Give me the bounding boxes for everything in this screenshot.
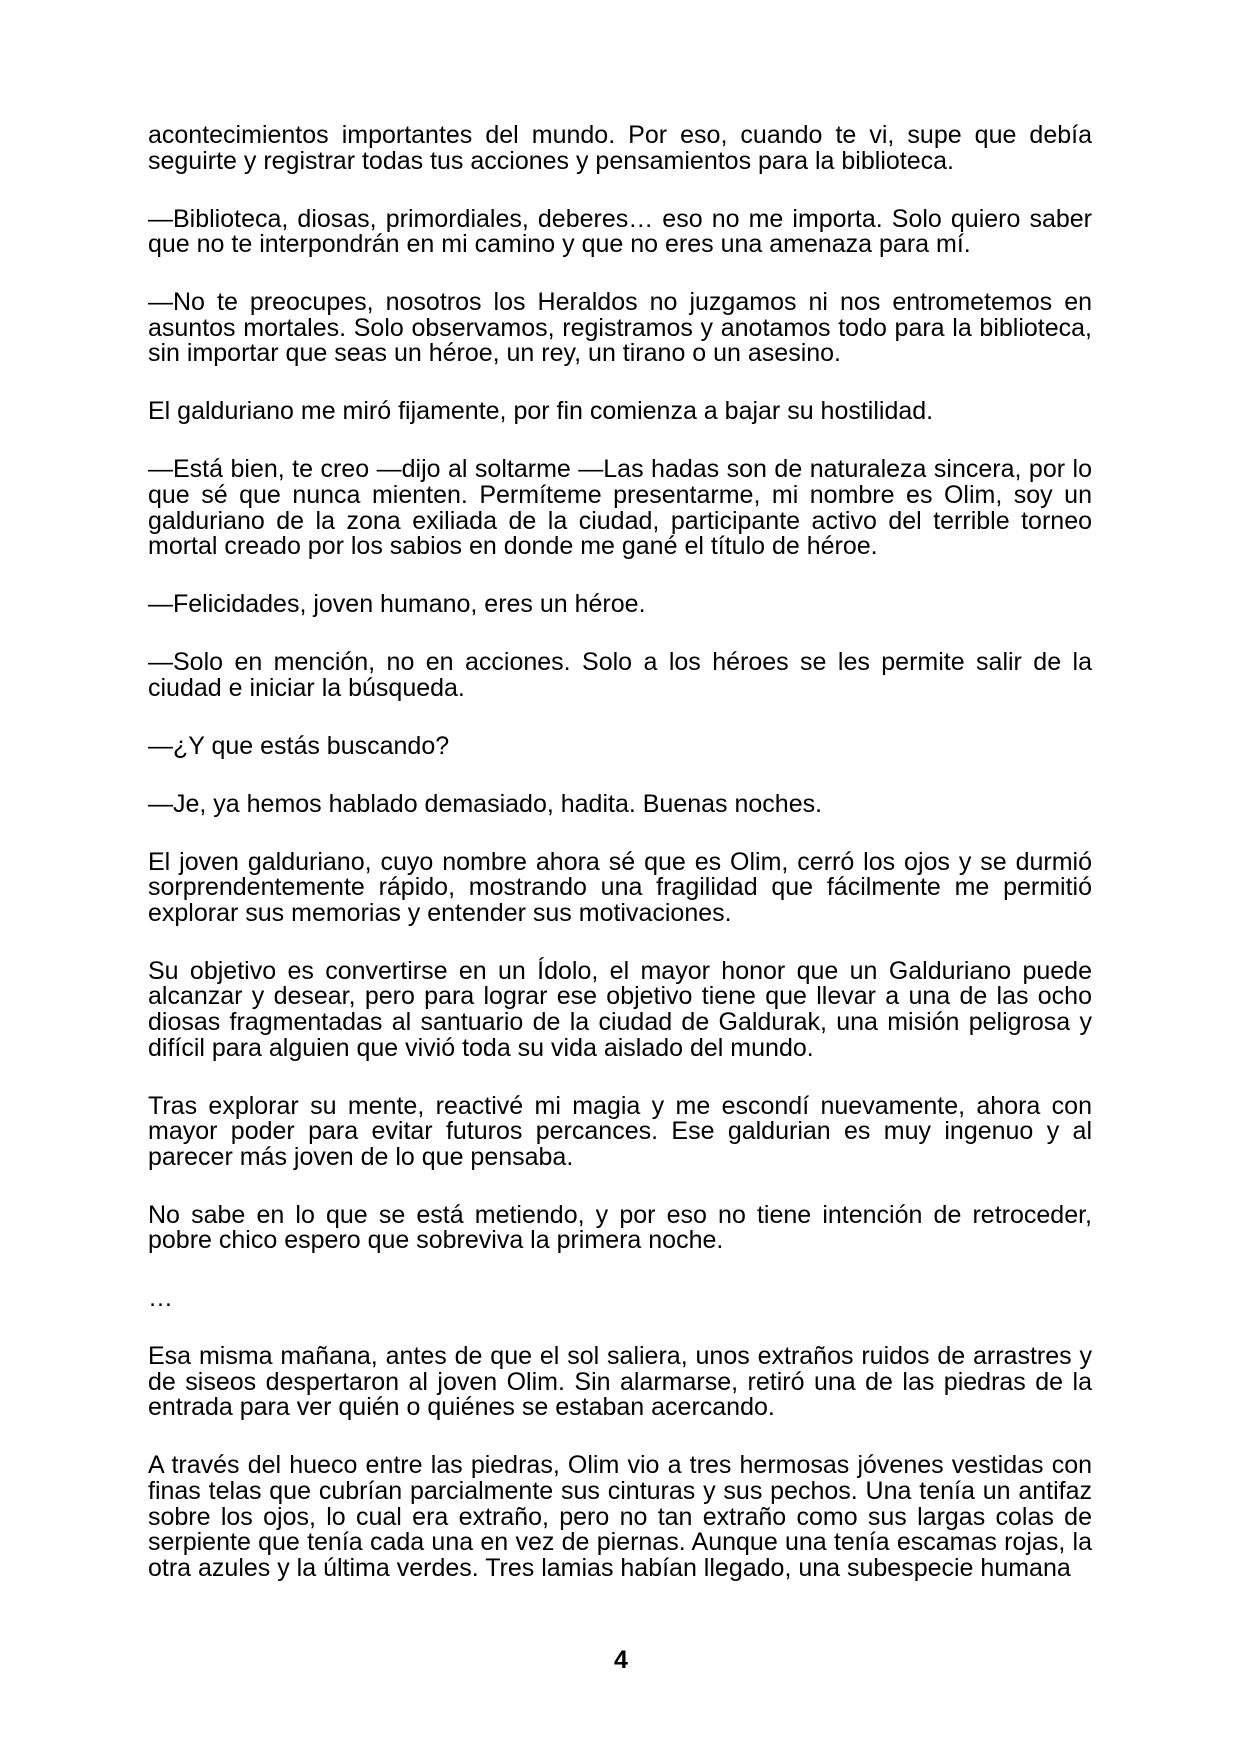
paragraph-11: Su objetivo es convertirse en un Ídolo, el mayor honor que un Galduriano puede alcanzar y desear, pero para lograr ese objetivo tiene que llevar a una de las ocho diosas fragmentadas al santuario de la ciudad de Galdurak, una misión peligrosa y difícil para alguien que vivió toda su vida aislado del mundo. xyxy=(148,956,1092,1062)
paragraph-8: —¿Y que estás buscando? xyxy=(148,731,450,760)
page-footer xyxy=(0,1648,1242,1674)
paragraph-16: A través del hueco entre las piedras, Olim vio a tres hermosas jóvenes vestidas con finas telas que cubrían parcialmente sus cinturas y sus pechos. Una tenía un antifaz sobre los ojos, lo cual era extraño, pero no tan extraño como sus largas colas de serpiente que tenía cada una en vez de piernas. Aunque una tenía escamas rojas, la otra azules y la última verdes. Tres lamias habían llegado, una subespecie humana xyxy=(148,1451,1092,1582)
page-number: 4 xyxy=(614,1646,628,1674)
paragraph-15: Esa misma mañana, antes de que el sol saliera, unos extraños ruidos de arrastres y de siseos despertaron al joven Olim. Sin alarmarse, retiró una de las piedras de la entrada para ver quién o quiénes se estaban acercando. xyxy=(148,1342,1092,1422)
ellipsis-paragraph: … xyxy=(148,1284,173,1313)
paragraph-1: acontecimientos importantes del mundo. Por eso, cuando te vi, supe que debía seguirte y registrar todas tus acciones y pensamientos para la biblioteca. xyxy=(148,121,1092,175)
paragraph-3: —No te preocupes, nosotros los Heraldos no juzgamos ni nos entrometemos en asuntos mortales. Solo observamos, registramos y anotamos todo para la biblioteca, sin importar que seas un héroe, un rey, un tirano o un asesino. xyxy=(148,288,1092,368)
paragraph-5: —Está bien, te creo —dijo al soltarme —Las hadas son de naturaleza sincera, por lo que sé que nunca mienten. Permíteme presentarme, mi nombre es Olim, soy un galduriano de la zona exiliada de la ciudad, participante activo del terrible torneo mortal creado por los sabios en donde me gané el título de héroe. xyxy=(148,455,1092,561)
paragraph-13: No sabe en lo que se está metiendo, y por eso no tiene intención de retroceder, pobre chico espero que sobreviva la primera noche. xyxy=(148,1200,1092,1255)
paragraph-2: —Biblioteca, diosas, primordiales, deberes… eso no me importa. Solo quiero saber que no te interpondrán en mi camino y que no eres una amenaza para mí. xyxy=(148,204,1092,259)
paragraph-4: El galduriano me miró fijamente, por fin comienza a bajar su hostilidad. xyxy=(148,397,934,426)
paragraph-9: —Je, ya hemos hablado demasiado, hadita. Buenas noches. xyxy=(148,789,823,818)
paragraph-6: —Felicidades, joven humano, eres un héroe. xyxy=(148,590,646,619)
paragraph-12: Tras explorar su mente, reactivé mi magia y me escondí nuevamente, ahora con mayor poder para evitar futuros percances. Ese galdurian es muy ingenuo y al parecer más joven de lo que pensaba. xyxy=(148,1091,1092,1171)
paragraph-7: —Solo en mención, no en acciones. Solo a los héroes se les permite salir de la ciudad e iniciar la búsqueda. xyxy=(148,648,1092,702)
page-body-text xyxy=(148,123,1092,1614)
paragraph-10: El joven galduriano, cuyo nombre ahora sé que es Olim, cerró los ojos y se durmió sorprendentemente rápido, mostrando una fragilidad que fácilmente me permitió explorar sus memorias y entender sus motivaciones. xyxy=(148,847,1092,927)
